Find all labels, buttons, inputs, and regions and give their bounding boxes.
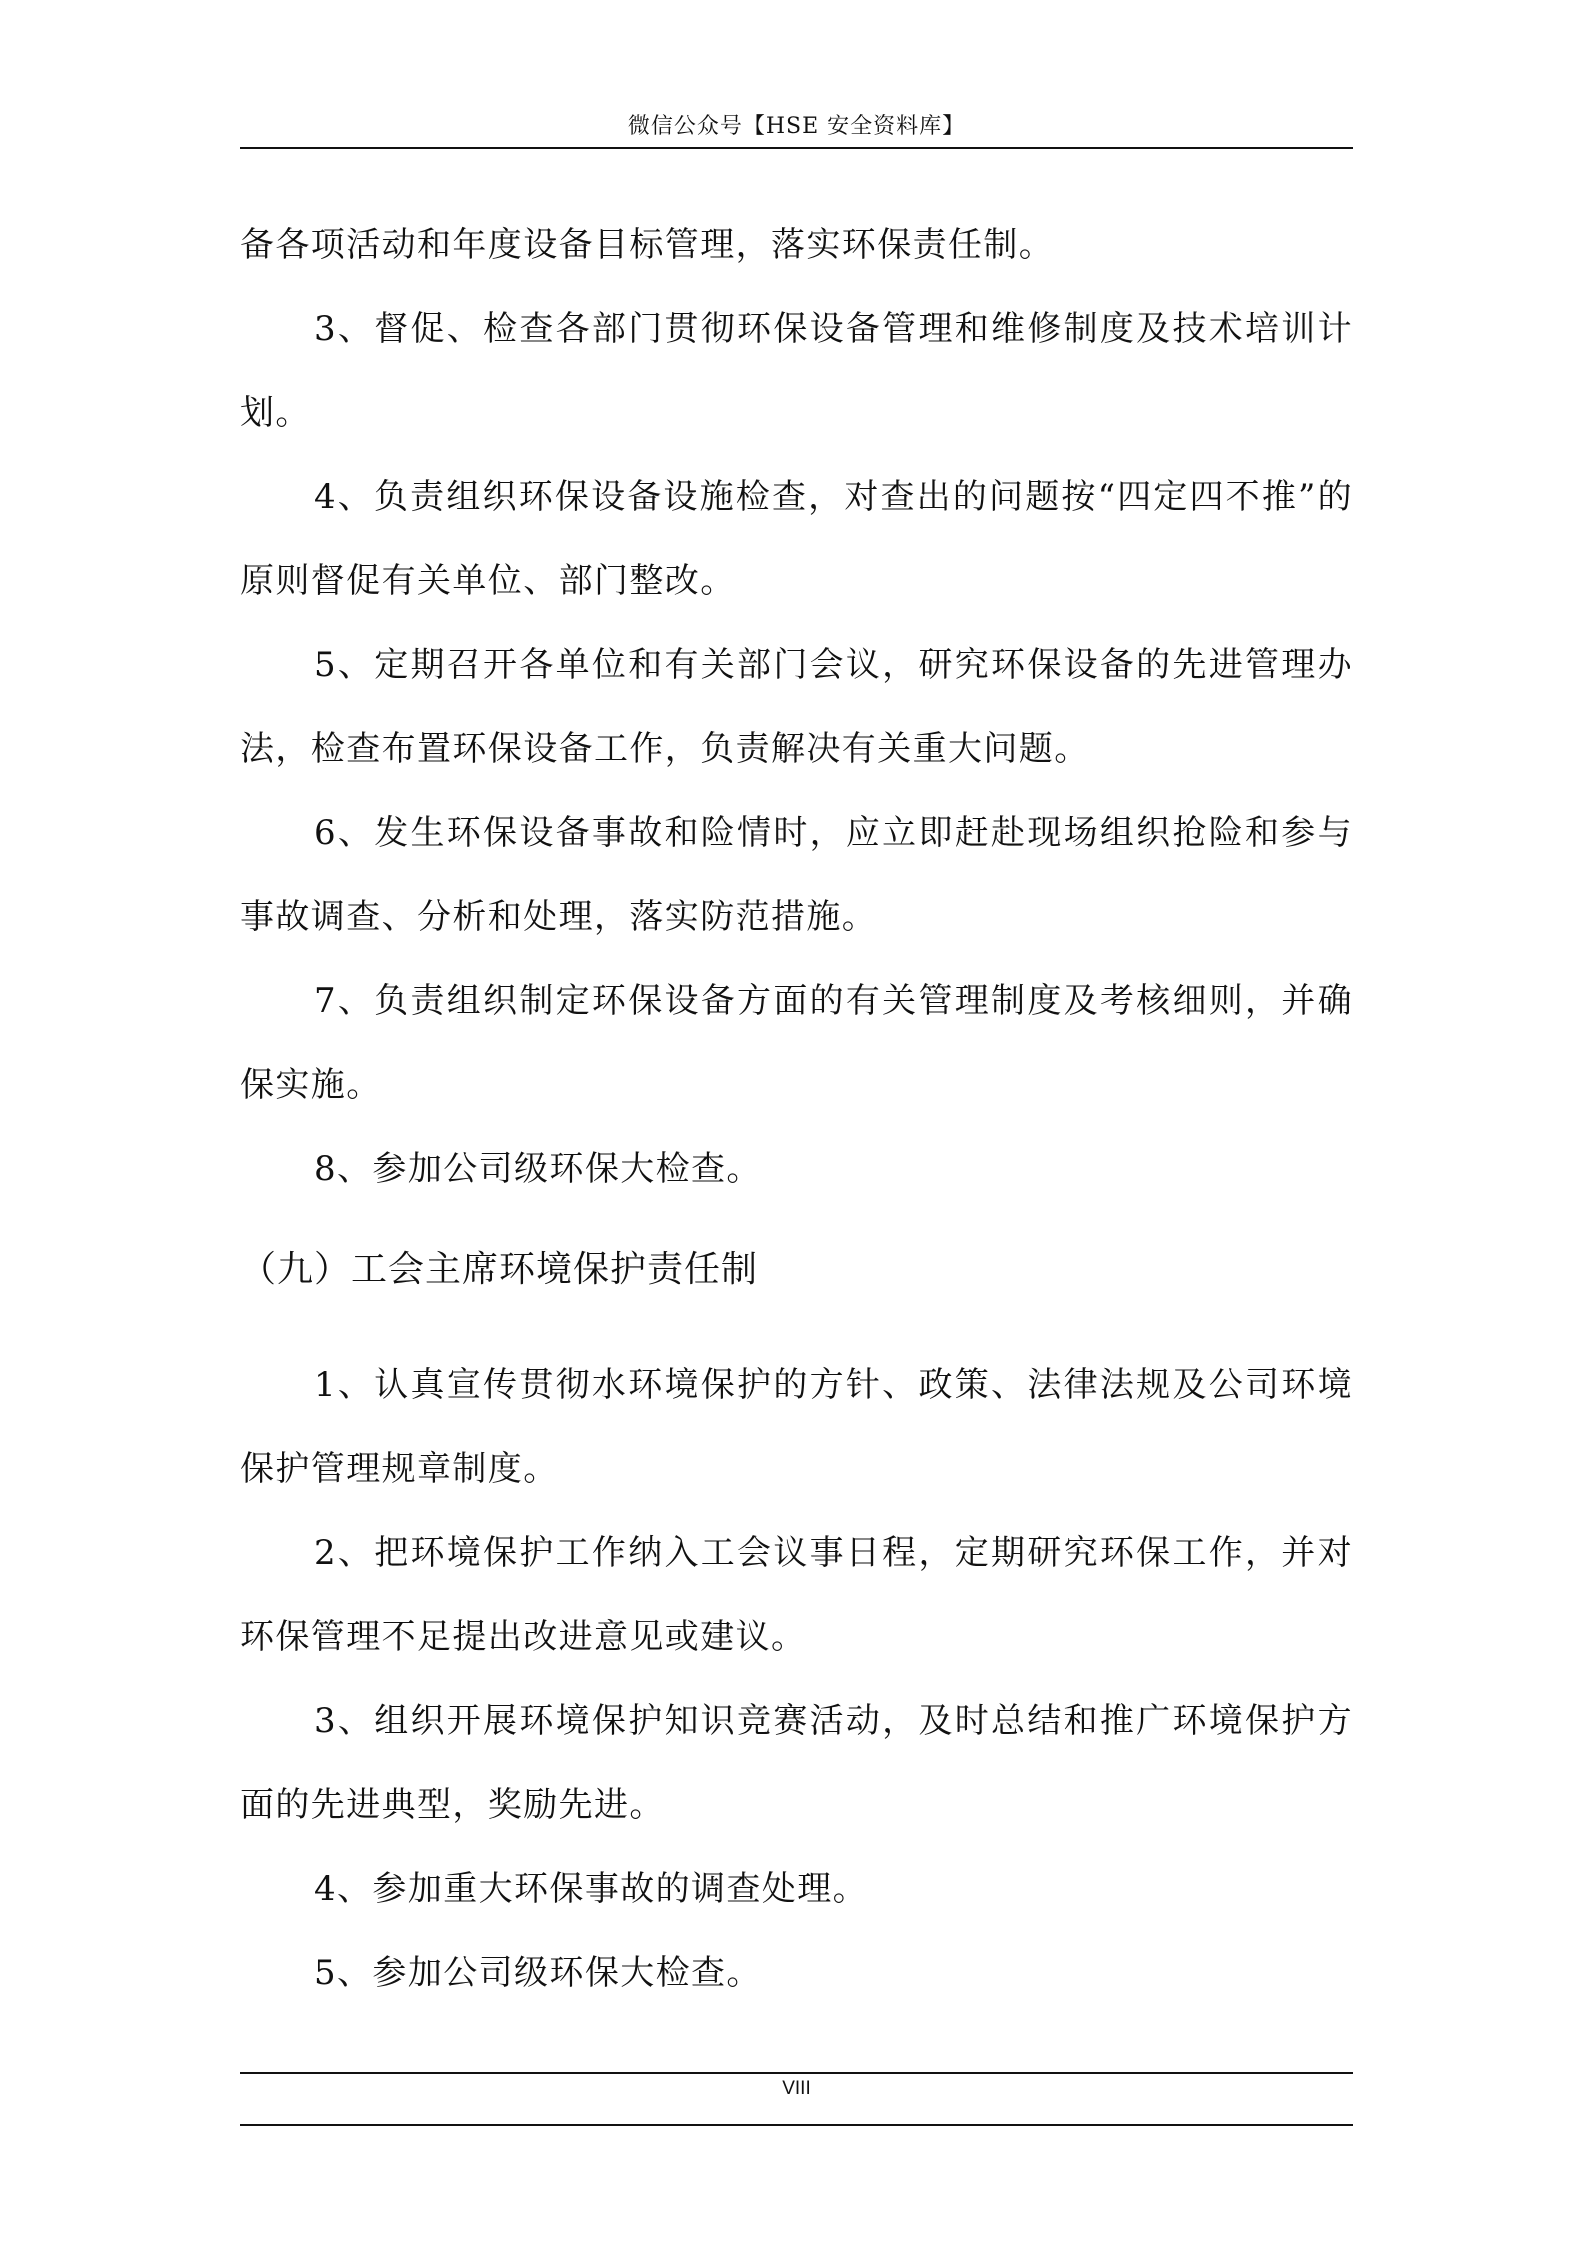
footer-divider-top	[240, 2072, 1353, 2074]
footer-divider-bottom	[240, 2124, 1353, 2126]
list-item: 5、定期召开各单位和有关部门会议，研究环保设备的先进管理办法，检查布置环保设备工作，负责解决有关重大问题。	[240, 645, 1353, 769]
header-divider	[240, 147, 1353, 149]
list-item: 8、参加公司级环保大检查。	[314, 1149, 762, 1189]
page-number: VIII	[782, 2078, 811, 2099]
list-item: 5、参加公司级环保大检查。	[314, 1953, 762, 1993]
list-item: 3、督促、检查各部门贯彻环保设备管理和维修制度及技术培训计划。	[240, 309, 1353, 433]
list-item: 2、把环境保护工作纳入工会议事日程，定期研究环保工作，并对环保管理不足提出改进意见或建议。	[240, 1533, 1353, 1657]
list-item: 3、组织开展环境保护知识竞赛活动，及时总结和推广环境保护方面的先进典型，奖励先进。	[240, 1701, 1353, 1825]
continuation-paragraph: 备各项活动和年度设备目标管理，落实环保责任制。	[240, 225, 1055, 265]
list-item: 4、参加重大环保事故的调查处理。	[314, 1869, 869, 1909]
list-item: 4、负责组织环保设备设施检查，对查出的问题按“四定四不推”的原则督促有关单位、部门整改。	[240, 477, 1353, 601]
section-heading: （九）工会主席环境保护责任制	[240, 1249, 759, 1290]
list-item: 6、发生环保设备事故和险情时，应立即赶赴现场组织抢险和参与事故调查、分析和处理，落实防范措施。	[240, 813, 1353, 937]
page-header: 微信公众号【HSE 安全资料库】	[627, 114, 966, 139]
list-item: 7、负责组织制定环保设备方面的有关管理制度及考核细则，并确保实施。	[240, 981, 1353, 1105]
document-body	[240, 203, 1353, 2015]
list-item: 1、认真宣传贯彻水环境保护的方针、政策、法律法规及公司环境保护管理规章制度。	[240, 1365, 1353, 1489]
